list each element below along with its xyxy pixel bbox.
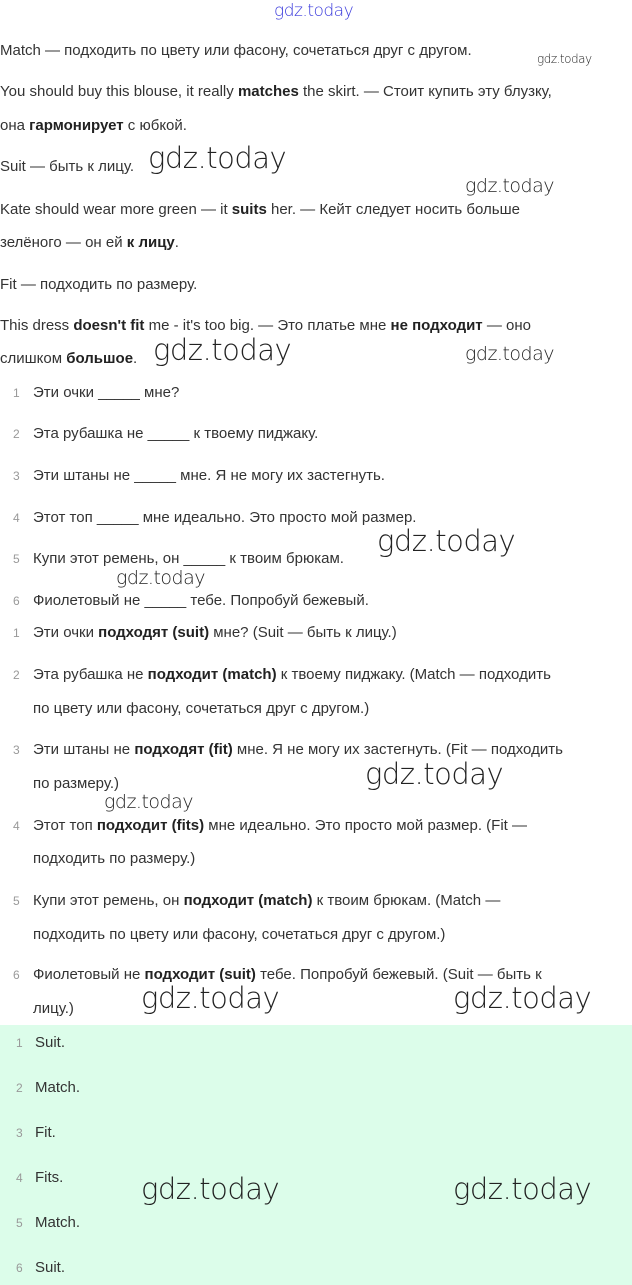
text: подходить по размеру.) [33, 850, 196, 867]
text: Купи этот ремень, он [33, 892, 184, 909]
list-item-line [33, 465, 385, 487]
watermark: gdz.today [465, 343, 554, 365]
bold-text: matches [237, 83, 299, 100]
item-number: 2 [13, 668, 20, 682]
list-item-line [33, 998, 74, 1020]
list-item-line [35, 1122, 56, 1144]
watermark: gdz.today [148, 141, 287, 175]
definition-line [0, 156, 134, 178]
watermark: gdz.today [537, 52, 592, 66]
text: Фиолетовый не _____ тебе. Попробуй бежевый. [33, 592, 369, 609]
text: она [0, 117, 30, 134]
item-number: 2 [13, 427, 20, 441]
list-item-line [33, 924, 445, 946]
text: подходить по цвету или фасону, сочетаться друг с другом.) [33, 926, 446, 943]
list-item-line [33, 890, 500, 912]
text: Эти очки _____ мне? [33, 384, 180, 401]
text: мне идеально. Это просто мой размер. (Fit — [204, 817, 527, 834]
bold-text: подходит (suit) [144, 966, 256, 983]
text: Этот топ [33, 817, 97, 834]
text: к твоему пиджаку. (Match — подходить [276, 666, 551, 683]
list-item-line [35, 1077, 80, 1099]
text: . [174, 234, 179, 251]
text: Match. [35, 1079, 81, 1096]
definition-line [0, 232, 179, 254]
bold-text: suits [231, 201, 267, 218]
text: the skirt. — Стоит купить эту блузку, [298, 83, 552, 100]
bold-text: подходят (suit) [98, 624, 210, 641]
definition-line [0, 274, 197, 296]
text: Эти штаны не [33, 741, 135, 758]
bold-text: к лицу [126, 234, 175, 251]
item-number: 6 [13, 968, 20, 982]
text: You should buy this blouse, it really [0, 83, 238, 100]
list-item-line [33, 698, 369, 720]
item-number: 4 [13, 819, 20, 833]
list-item-line [33, 423, 318, 445]
bold-text: doesn't fit [73, 317, 145, 334]
item-number: 1 [13, 386, 20, 400]
text: слишком [0, 350, 67, 367]
list-item-line [33, 848, 195, 870]
text: по размеру.) [33, 775, 120, 792]
watermark: gdz.today [453, 1172, 592, 1206]
list-item-line [33, 664, 551, 686]
text: Match. [35, 1214, 81, 1231]
item-number: 3 [13, 743, 20, 757]
item-number: 3 [13, 469, 20, 483]
text: Эта рубашка не _____ к твоему пиджаку. [33, 425, 319, 442]
answer-key-box [0, 1025, 632, 1285]
list-item-line [33, 590, 369, 612]
watermark: gdz.today [153, 333, 292, 367]
item-number: 2 [16, 1081, 23, 1095]
text: с юбкой. [123, 117, 187, 134]
text: — оно [482, 317, 531, 334]
text: зелёного — он ей [0, 234, 127, 251]
definition-line [0, 40, 472, 62]
watermark: gdz.today [377, 524, 516, 558]
item-number: 5 [13, 552, 20, 566]
text: Suit — быть к лицу. [0, 158, 135, 175]
text: Kate should wear more green — it [0, 201, 232, 218]
bold-text: большое [66, 350, 134, 367]
list-item-line [35, 1257, 65, 1279]
text: This dress [0, 317, 74, 334]
item-number: 5 [13, 894, 20, 908]
list-item-line [33, 507, 416, 529]
list-item-line [33, 815, 527, 837]
item-number: 4 [16, 1171, 23, 1185]
text: Эти очки [33, 624, 99, 641]
text: Match — подходить по цвету или фасону, сочетаться друг с другом. [0, 42, 472, 59]
watermark: gdz.today [141, 981, 280, 1015]
text: мне. Я не могу их застегнуть. (Fit — подходить [232, 741, 563, 758]
text: тебе. Попробуй бежевый. (Suit — быть к [255, 966, 542, 983]
text: мне? (Suit — быть к лицу.) [209, 624, 397, 641]
list-item-line [35, 1167, 63, 1189]
watermark: gdz.today [141, 1172, 280, 1206]
text: Suit. [35, 1034, 66, 1051]
bold-text: подходит (match) [183, 892, 313, 909]
text: Suit. [35, 1259, 66, 1276]
definition-line [0, 348, 137, 370]
watermark: gdz.today [116, 567, 205, 589]
watermark: gdz.today [104, 791, 193, 813]
text: Фиолетовый не [33, 966, 145, 983]
watermark: gdz.today [453, 981, 592, 1015]
bold-text: подходит (fits) [96, 817, 205, 834]
text: me - it's too big. — Это платье мне [144, 317, 391, 334]
bold-text: подходит (match) [147, 666, 277, 683]
text: Эти штаны не _____ мне. Я не могу их застегнуть. [33, 467, 385, 484]
text: по цвету или фасону, сочетаться друг с другом.) [33, 700, 370, 717]
item-number: 6 [16, 1261, 23, 1275]
item-number: 5 [16, 1216, 23, 1230]
bold-text: не подходит [390, 317, 483, 334]
watermark: gdz.today [465, 175, 554, 197]
list-item-line [35, 1032, 65, 1054]
definition-line [0, 115, 187, 137]
text: Fit — подходить по размеру. [0, 276, 198, 293]
definition-line [0, 81, 552, 103]
list-item-line [33, 622, 397, 644]
item-number: 4 [13, 511, 20, 525]
item-number: 1 [13, 626, 20, 640]
list-item-line [33, 382, 179, 404]
bold-text: гармонирует [29, 117, 124, 134]
text: лицу.) [33, 1000, 74, 1017]
text: . [133, 350, 138, 367]
text: к твоим брюкам. (Match — [312, 892, 501, 909]
text: her. — Кейт следует носить больше [266, 201, 520, 218]
text: Fits. [35, 1169, 64, 1186]
watermark: gdz.today [274, 1, 354, 21]
text: Этот топ _____ мне идеально. Это просто мой размер. [33, 509, 417, 526]
item-number: 3 [16, 1126, 23, 1140]
text: Купи этот ремень, он _____ к твоим брюкам. [33, 550, 344, 567]
text: Эта рубашка не [33, 666, 148, 683]
definition-line [0, 199, 520, 221]
item-number: 6 [13, 594, 20, 608]
list-item-line [35, 1212, 80, 1234]
text: Fit. [35, 1124, 56, 1141]
watermark: gdz.today [365, 757, 504, 791]
bold-text: подходят (fit) [134, 741, 233, 758]
item-number: 1 [16, 1036, 23, 1050]
